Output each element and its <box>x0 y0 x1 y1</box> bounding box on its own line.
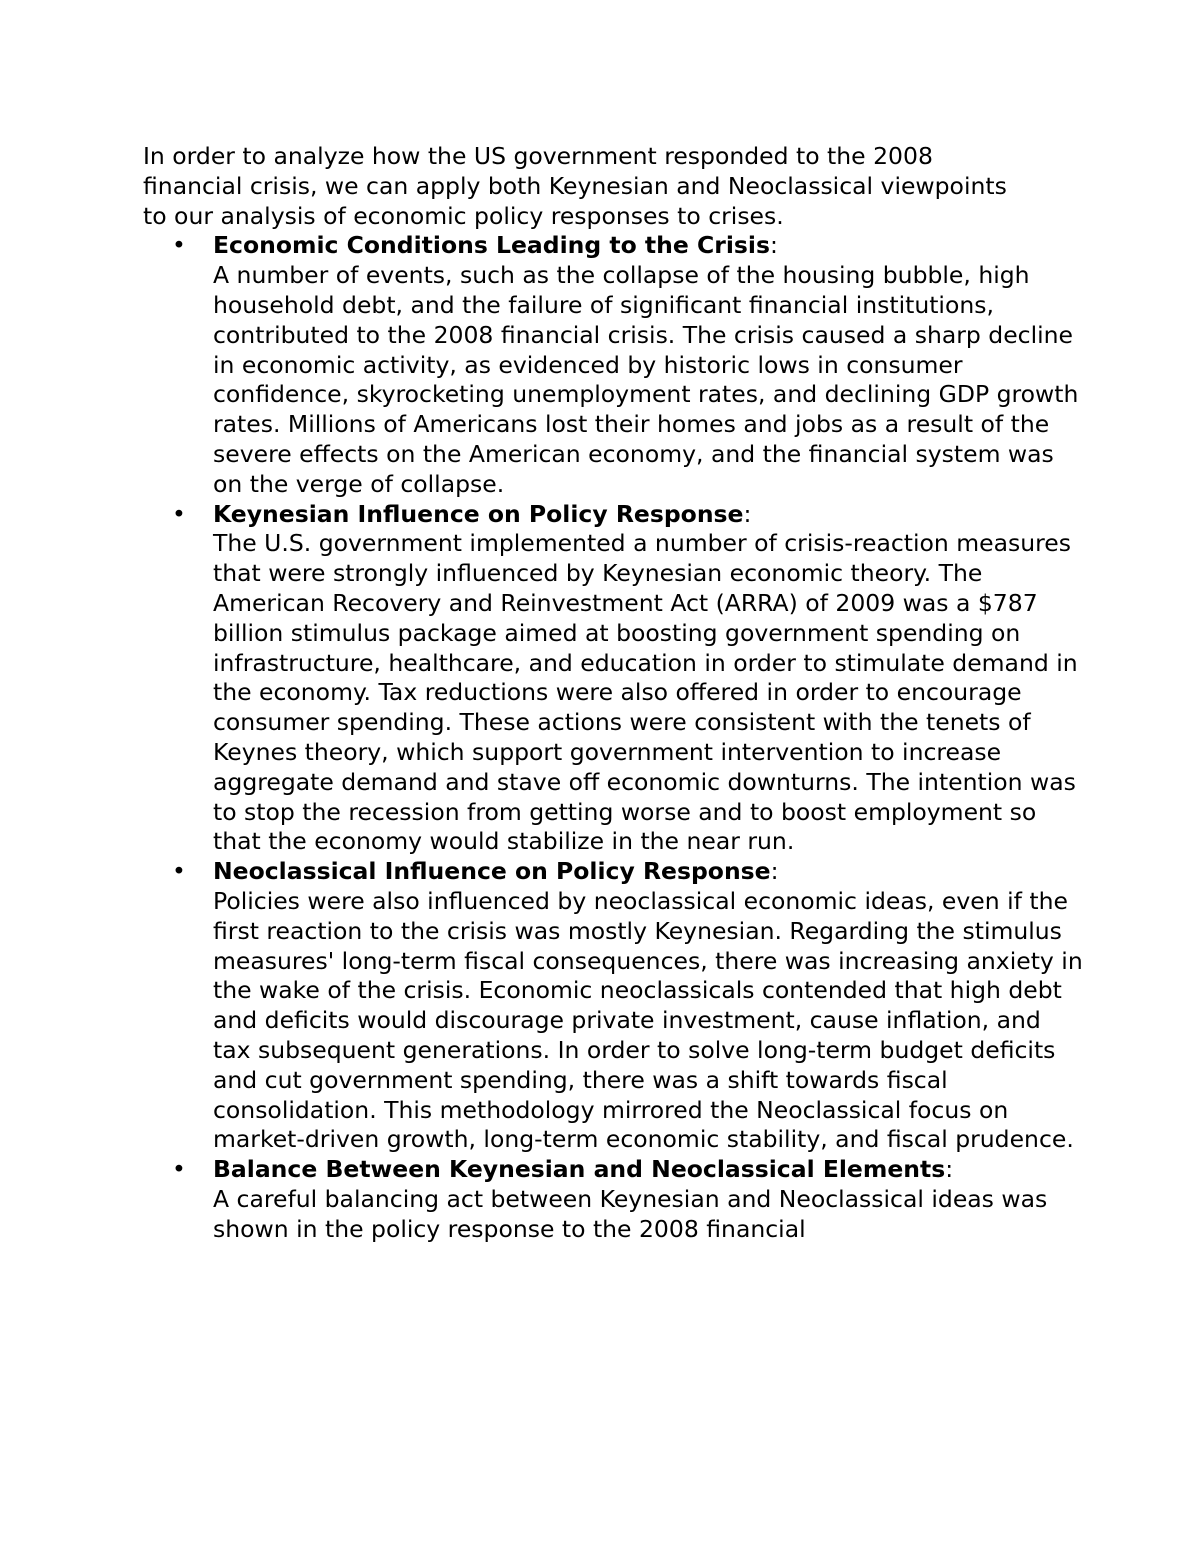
document-body <box>143 142 1083 1244</box>
section-heading: Economic Conditions Leading to the Crisis <box>213 231 770 260</box>
bullet-icon: • <box>172 499 186 528</box>
bullet-list <box>143 231 1083 1244</box>
bullet-icon: • <box>172 1155 186 1184</box>
bullet-item-balance <box>143 1155 1083 1244</box>
bullet-item-neoclassical-influence <box>143 857 1083 1155</box>
section-body: A number of events, such as the collapse of the housing bubble, high household debt, and the failure of significant financial institutions, contributed to the 2008 financial crisis. The crisis caused a sharp decline in economic activity, as evidenced by historic lows in consumer confidence, skyrocketing unemployment rates, and declining GDP growth rates. Millions of Americans lost their homes and jobs as a result of the severe effects on the American economy, and the financial system was on the verge of collapse. <box>213 261 1079 498</box>
bullet-icon: • <box>172 857 186 886</box>
bullet-item-economic-conditions <box>143 231 1083 499</box>
section-body: Policies were also influenced by neoclassical economic ideas, even if the first reaction to the crisis was mostly Keynesian. Regarding the stimulus measures' long-term fiscal consequences, there was increasing anxiety in the wake of the crisis. Economic neoclassicals contended that high debt and deficits would discourage private investment, cause inflation, and tax subsequent generations. In order to solve long-term budget deficits and cut government spending, there was a shift towards fiscal consolidation. This methodology mirrored the Neoclassical focus on market-driven growth, long-term economic stability, and fiscal prudence. <box>213 886 1083 1154</box>
section-heading: Neoclassical Influence on Policy Response <box>213 857 771 886</box>
heading-colon: : <box>770 857 779 886</box>
section-heading: Keynesian Influence on Policy Response <box>213 499 744 528</box>
bullet-item-keynesian-influence <box>143 500 1083 858</box>
bullet-icon: • <box>172 231 186 260</box>
section-body: A careful balancing act between Keynesian and Neoclassical ideas was shown in the policy response to the 2008 financial <box>213 1184 1048 1243</box>
heading-colon: : <box>945 1155 954 1184</box>
intro-paragraph: In order to analyze how the US government responded to the 2008 financial crisis, we can apply both Keynesian and Neoclassical viewpoints to our analysis of economic policy responses to crises. <box>143 142 1007 230</box>
section-heading: Balance Between Keynesian and Neoclassical Elements <box>213 1155 946 1184</box>
section-body: The U.S. government implemented a number of crisis-reaction measures that were strongly influenced by Keynesian economic theory. The American Recovery and Reinvestment Act (ARRA) of 2009 was a $787 billion stimulus package aimed at boosting government spending on infrastructure, healthcare, and education in order to stimulate demand in the economy. Tax reductions were also offered in order to encourage consumer spending. These actions were consistent with the tenets of Keynes theory, which support government intervention to increase aggregate demand and stave off economic downturns. The intention was to stop the recession from getting worse and to boost employment so that the economy would stabilize in the near run. <box>213 529 1078 856</box>
heading-colon: : <box>769 231 778 260</box>
heading-colon: : <box>743 499 752 528</box>
